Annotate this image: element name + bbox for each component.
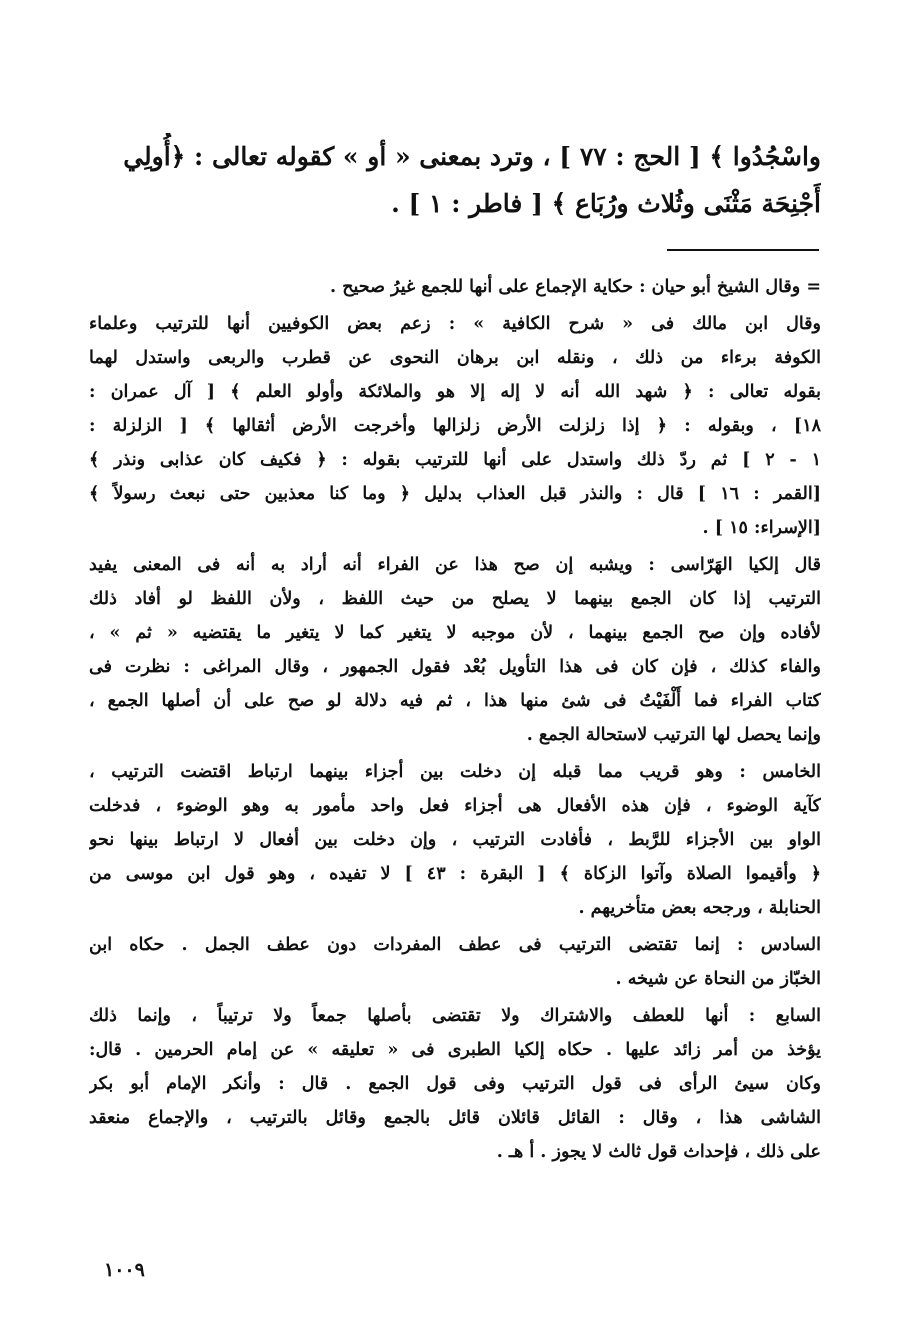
- footnote-separator: [667, 249, 819, 251]
- footnote-line: السادس : إنما تقتضى الترتيب فى عطف المفردات دون عطف الجمل . حكاه ابن: [89, 935, 821, 955]
- footnote-line: بقوله تعالى : ﴿ شهد الله أنه لا إله إلا هو والملائكة وأولو العلم ﴾ [ آل عمران :: [89, 382, 821, 402]
- footnote-line: الترتيب إذا كان الجمع بينهما لا يصلح من حيث اللفظ ، ولأن اللفظ لو أفاد ذلك: [89, 589, 821, 609]
- footnote-line: على ذلك ، فإحداث قول ثالث لا يجوز . أ هـ .: [496, 1142, 821, 1162]
- footnote-line: الخبّاز من النحاة عن شيخه .: [615, 969, 821, 989]
- page-number: ١٠٠٩: [104, 1259, 145, 1281]
- footnote-line: ﴿ وأقيموا الصلاة وآتوا الزكاة ﴾ [ البقرة : ٤٣ ] لا تفيده ، وهو قول ابن موسى من: [89, 864, 821, 884]
- footnote-line: وكان سيئ الرأى فى قول الترتيب وفى قول الجمع . قال : وأنكر الإمام أبو بكر: [89, 1074, 821, 1094]
- footnote-line: ١ - ٢ ] ثم ردّ ذلك واستدل على أنها للترتيب بقوله : ﴿ فكيف كان عذابى ونذر ﴾: [89, 450, 821, 470]
- footnote-paragraph: [89, 755, 821, 925]
- footnote-line: لأفاده وإن صح الجمع بينهما ، لأن موجبه لا يتغير كما لا يتغير ما يقتضيه « ثم » ،: [89, 623, 821, 643]
- footnote-line: السابع : أنها للعطف والاشتراك ولا تقتضى بأصلها جمعاً ولا ترتيباً ، وإنما ذلك: [89, 1006, 821, 1026]
- footnote-line: كآية الوضوء ، فإن هذه الأفعال هى أجزاء فعل واحد مأمور به وهو الوضوء ، فدخلت: [89, 796, 821, 816]
- footnote-line: الحنابلة ، ورجحه بعض متأخريهم .: [578, 898, 821, 918]
- footnote-line: الواو بين الأجزاء للرَّبط ، فأفادت الترتيب ، وإن دخلت بين أفعال لا ارتباط بينها نحو: [89, 830, 821, 850]
- footnote-paragraph: [89, 270, 821, 304]
- footnote-line: والفاء كذلك ، فإن كان فى هذا التأويل بُعْد فقول الجمهور ، وقال المراغى : نظرت فى: [89, 657, 821, 677]
- footnote-line: قال إلكيا الهَرّاسى : ويشبه إن صح هذا عن الفراء أنه أراد به أنه فى المعنى يفيد: [89, 555, 821, 575]
- footnote-paragraph: [89, 928, 821, 996]
- footnote-line: [القمر : ١٦ ] قال : والنذر قبل العذاب بدليل ﴿ وما كنا معذبين حتى نبعث رسولاً ﴾: [89, 484, 821, 504]
- footnote-line: [الإسراء: ١٥ ] .: [702, 518, 821, 538]
- footnote-line: كتاب الفراء فما أَلْفَيْتُ فى شئ منها هذا ، ثم فيه دلالة لو صح على أن أصلها الجمع ،: [89, 691, 821, 711]
- footnote-line: الكوفة برءاء من ذلك ، ونقله ابن برهان النحوى عن قطرب والربعى واستدل لهما: [89, 348, 821, 368]
- footnote-paragraph: [89, 307, 821, 545]
- footnote-line: وإنما يحصل لها الترتيب لاستحالة الجمع .: [526, 725, 821, 745]
- footnote-line: = وقال الشيخ أبو حيان : حكاية الإجماع على أنها للجمع غيرُ صحيح .: [330, 277, 821, 297]
- footnotes-block: [89, 270, 821, 1169]
- footnote-line: الخامس : وهو قريب مما قبله إن دخلت بين أجزاء بينهما ارتباط اقتضت الترتيب ،: [89, 762, 821, 782]
- footnote-paragraph: [89, 548, 821, 752]
- footnote-line: ١٨] ، وبقوله : ﴿ إذا زلزلت الأرض زلزالها وأخرجت الأرض أثقالها ﴾ [ الزلزلة :: [89, 416, 821, 436]
- footnote-line: الشاشى هذا ، وقال : القائل قائلان قائل بالجمع وقائل بالترتيب ، والإجماع منعقد: [89, 1108, 821, 1128]
- main-text-block: [93, 133, 821, 227]
- main-text-line: واسْجُدُوا ﴾ [ الحج : ٧٧ ] ، وترد بمعنى « أو » كقوله تعالى : ﴿أُولِي: [123, 142, 821, 171]
- footnote-line: يؤخذ من أمر زائد عليها . حكاه إلكيا الطبرى فى « تعليقه » عن إمام الحرمين . قال:: [89, 1040, 821, 1060]
- footnote-paragraph: [89, 999, 821, 1169]
- main-text-line: أَجْنِحَة مَثْنَى وثُلاث ورُبَاع ﴾ [ فاطر : ١ ] .: [391, 189, 821, 218]
- footnote-line: وقال ابن مالك فى « شرح الكافية » : زعم بعض الكوفيين أنها للترتيب وعلماء: [89, 314, 821, 334]
